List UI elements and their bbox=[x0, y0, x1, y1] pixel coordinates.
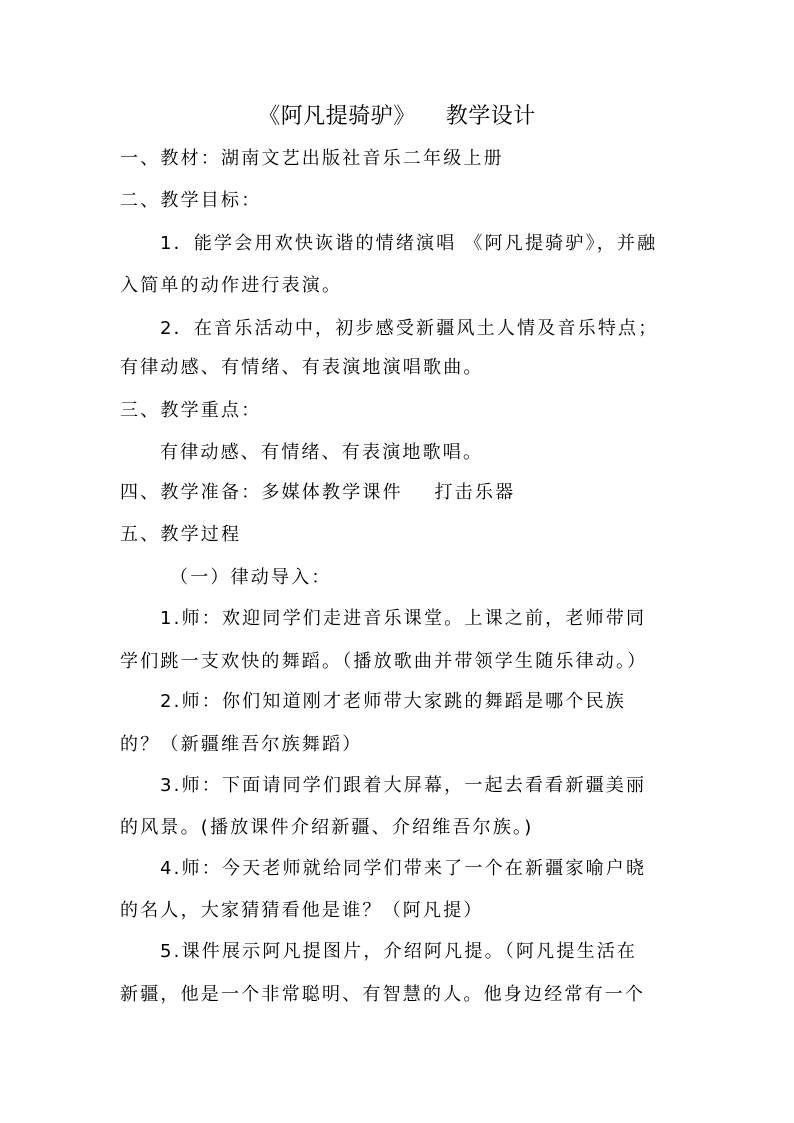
section-objectives-heading: 二、教学目标： bbox=[120, 190, 262, 211]
step-4-line-2: 的名人，大家猜猜看他是谁？（阿凡提） bbox=[120, 900, 484, 921]
section-process-heading: 五、教学过程 bbox=[120, 524, 242, 545]
step-1-line-2: 学们跳一支欢快的舞蹈。（播放歌曲并带领学生随乐律动。） bbox=[120, 651, 648, 672]
objective-1-line-1: 1．能学会用欢快诙谐的情绪演唱 《阿凡提骑驴》，并融 bbox=[160, 233, 658, 254]
key-points-text: 有律动感、有情绪、有表演地歌唱。 bbox=[160, 442, 484, 463]
step-5-line-2: 新疆，他是一个非常聪明、有智慧的人。他身边经常有一个 bbox=[120, 984, 646, 1005]
step-5-line-1: 5.课件展示阿凡提图片，介绍阿凡提。（阿凡提生活在 bbox=[160, 941, 638, 962]
step-4-line-1: 4.师：今天老师就给同学们带来了一个在新疆家喻户晓 bbox=[160, 858, 647, 879]
step-3-line-2: 的风景。(播放课件介绍新疆、介绍维吾尔族。) bbox=[120, 817, 534, 838]
step-1-line-1: 1.师：欢迎同学们走进音乐课堂。上课之前，老师带同 bbox=[160, 608, 647, 629]
step-2-line-2: 的？（新疆维吾尔族舞蹈） bbox=[120, 734, 363, 755]
section-preparation: 四、教学准备：多媒体教学课件 打击乐器 bbox=[120, 482, 516, 503]
process-subheading-rhythm-intro: （一）律动导入： bbox=[170, 567, 332, 588]
section-key-points-heading: 三、教学重点： bbox=[120, 400, 262, 421]
objective-2-line-1: 2．在音乐活动中，初步感受新疆风土人情及音乐特点； bbox=[160, 318, 659, 339]
document-title: 《阿凡提骑驴》 教学设计 bbox=[258, 104, 536, 129]
objective-2-line-2: 有律动感、有情绪、有表演地演唱歌曲。 bbox=[120, 357, 484, 378]
section-textbook: 一、教材：湖南文艺出版社音乐二年级上册 bbox=[120, 148, 504, 169]
step-3-line-1: 3.师：下面请同学们跟着大屏幕，一起去看看新疆美丽 bbox=[160, 775, 647, 796]
objective-1-line-2: 入简单的动作进行表演。 bbox=[120, 275, 343, 296]
step-2-line-1: 2.师：你们知道刚才老师带大家跳的舞蹈是哪个民族 bbox=[160, 691, 626, 712]
